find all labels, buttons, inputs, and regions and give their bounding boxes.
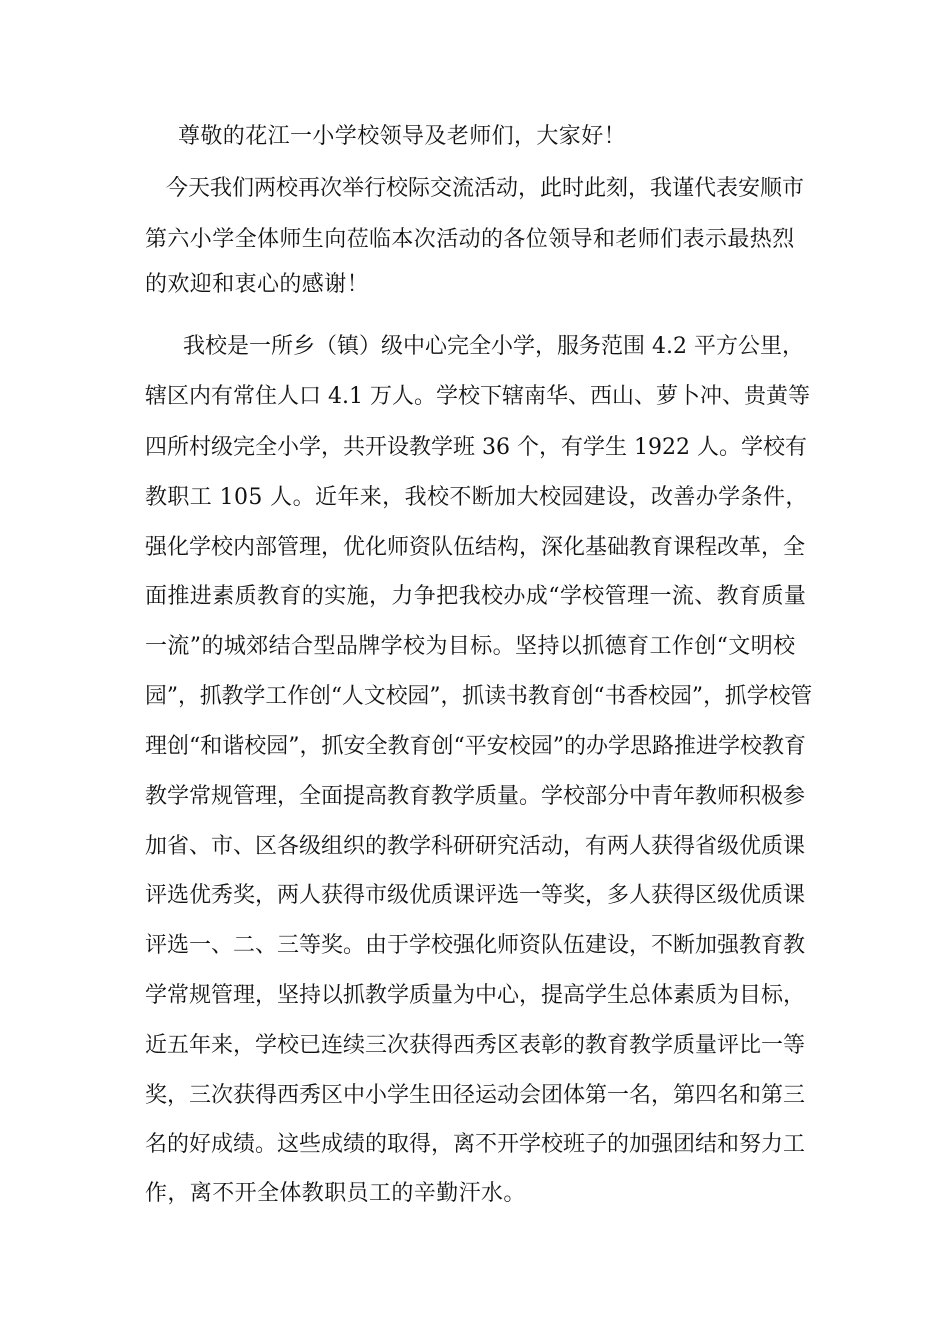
body-line: 辖区内有常住人口 4.1 万人。学校下辖南华、西山、萝卜冲、贵黄等 <box>145 384 810 409</box>
body-line: 评选一、二、三等奖。由于学校强化师资队伍建设，不断加强教育教 <box>145 933 806 958</box>
body-line: 强化学校内部管理，优化师资队伍结构，深化基础教育课程改革，全 <box>145 535 806 560</box>
body-line: 教职工 105 人。近年来，我校不断加大校园建设，改善办学条件， <box>145 485 808 510</box>
body-line: 加省、市、区各级组织的教学科研研究活动，有两人获得省级优质课 <box>145 834 806 859</box>
body-line: 面推进素质教育的实施，力争把我校办成“学校管理一流、教育质量 <box>145 584 807 609</box>
body-line: 教学常规管理，全面提高教育教学质量。学校部分中青年教师积极参 <box>145 784 806 809</box>
body-line: 评选优秀奖，两人获得市级优质课评选一等奖，多人获得区级优质课 <box>145 883 806 908</box>
body-line: 名的好成绩。这些成绩的取得，离不开学校班子的加强团结和努力工 <box>145 1132 806 1157</box>
body-line: 我校是一所乡（镇）级中心完全小学，服务范围 4.2 平方公里， <box>183 334 804 359</box>
body-line: 奖，三次获得西秀区中小学生田径运动会团体第一名，第四名和第三 <box>145 1083 806 1108</box>
body-line: 学常规管理，坚持以抓教学质量为中心，提高学生总体素质为目标， <box>145 983 806 1008</box>
intro-line: 第六小学全体师生向莅临本次活动的各位领导和老师们表示最热烈 <box>145 227 795 252</box>
intro-line: 的欢迎和衷心的感谢！ <box>145 272 370 297</box>
body-line: 四所村级完全小学，共开设教学班 36 个，有学生 1922 人。学校有 <box>145 435 807 460</box>
body-line: 理创“和谐校园”，抓安全教育创“平安校园”的办学思路推进学校教育 <box>145 734 806 759</box>
body-line: 园”，抓教学工作创“人文校园”，抓读书教育创“书香校园”，抓学校管 <box>145 684 813 709</box>
intro-line: 今天我们两校再次举行校际交流活动，此时此刻，我谨代表安顺市 <box>166 176 805 201</box>
greeting-line: 尊敬的花江一小学校领导及老师们，大家好！ <box>178 124 627 149</box>
body-line: 近五年来，学校已连续三次获得西秀区表彰的教育教学质量评比一等 <box>145 1033 806 1058</box>
body-line: 作，离不开全体教职员工的辛勤汗水。 <box>145 1181 526 1206</box>
body-line: 一流”的城郊结合型品牌学校为目标。坚持以抓德育工作创“文明校 <box>145 634 796 659</box>
